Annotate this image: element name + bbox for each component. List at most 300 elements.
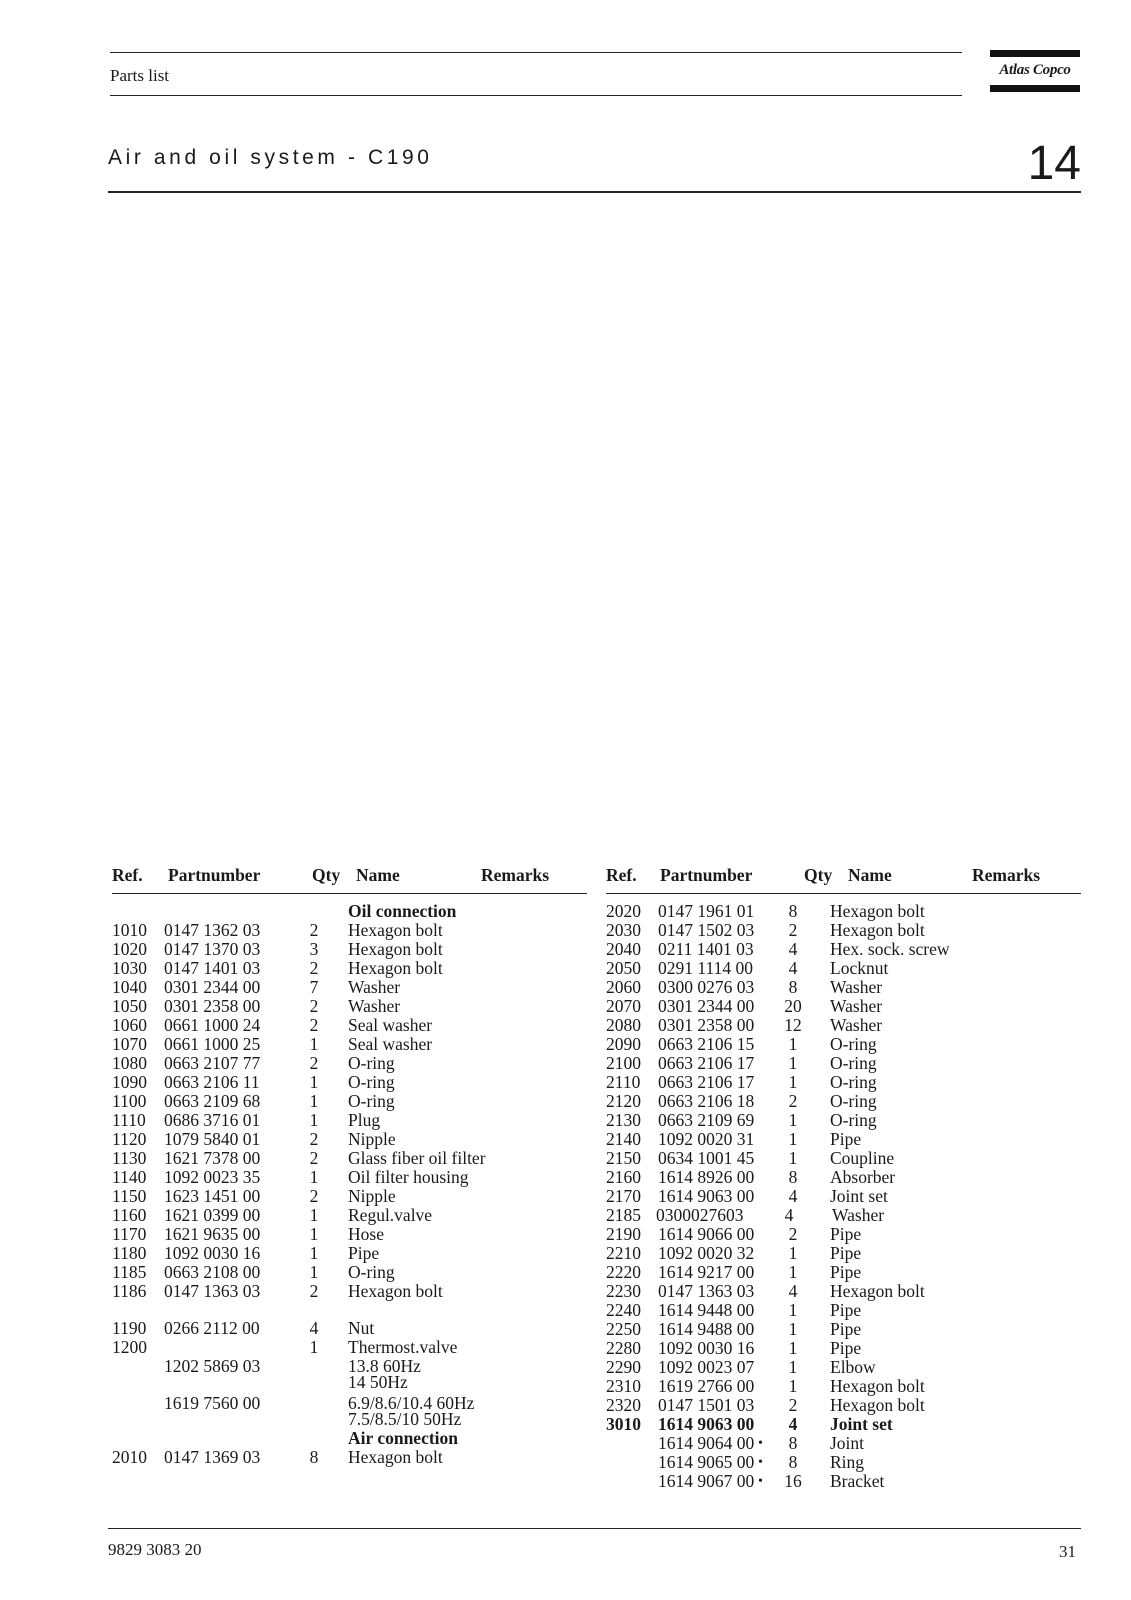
qty-cell: 2	[788, 1224, 798, 1244]
qty-cell: 4	[788, 1281, 798, 1301]
table-row	[112, 1168, 587, 1187]
bullet-mark: •	[758, 1474, 763, 1489]
table-row	[112, 1282, 587, 1301]
ref-cell: 2020	[606, 901, 641, 921]
part-number-cell: 0147 1502 03	[658, 920, 755, 940]
name-cell: Washer	[348, 996, 401, 1016]
atlas-copco-logo	[990, 50, 1080, 92]
table-header	[112, 866, 587, 888]
part-number-cell: 0147 1362 03	[164, 920, 261, 940]
ref-cell: 2220	[606, 1262, 641, 1282]
ref-cell: 2230	[606, 1281, 641, 1301]
qty-cell: 1	[309, 1243, 319, 1263]
table-row	[112, 1092, 587, 1111]
name-cell: Pipe	[830, 1243, 862, 1263]
table-header-rule	[606, 893, 1081, 894]
section-rule	[108, 191, 1081, 193]
table-row	[112, 1448, 587, 1467]
col-remarks: Remarks	[481, 865, 550, 885]
part-number-cell: 0661 1000 24	[164, 1015, 261, 1035]
qty-cell: 1	[788, 1110, 798, 1130]
table-row	[112, 1338, 587, 1357]
name-cell: Locknut	[830, 958, 889, 978]
part-number-cell: 1614 9488 00	[658, 1319, 755, 1339]
part-number-cell: 1092 0023 07	[658, 1357, 755, 1377]
qty-cell: 1	[788, 1243, 798, 1263]
qty-cell: 2	[309, 1186, 319, 1206]
ref-cell: 2110	[606, 1072, 641, 1092]
ref-cell: 1100	[112, 1091, 147, 1111]
name-cell: Hexagon bolt	[348, 920, 443, 940]
qty-cell: 1	[788, 1262, 798, 1282]
part-number-cell: 0663 2106 15	[658, 1034, 755, 1054]
qty-cell: 2	[788, 920, 798, 940]
table-row	[112, 1263, 587, 1282]
qty-cell: 8	[788, 977, 798, 997]
table-row	[112, 921, 587, 940]
col-remarks: Remarks	[972, 865, 1041, 885]
name-cell: Joint	[830, 1433, 865, 1453]
name-cell: Hex. sock. screw	[830, 939, 950, 959]
table-row	[606, 1434, 1081, 1453]
table-row	[112, 1016, 587, 1035]
qty-cell: 2	[309, 1148, 319, 1168]
table-row	[606, 1149, 1081, 1168]
ref-cell: 2150	[606, 1148, 641, 1168]
part-number-cell: 1202 5869 03	[164, 1356, 261, 1376]
qty-cell: 8	[309, 1447, 319, 1467]
table-row	[606, 1320, 1081, 1339]
qty-cell: 1	[309, 1224, 319, 1244]
footer-rule	[108, 1528, 1081, 1529]
ref-cell: 2130	[606, 1110, 641, 1130]
ref-cell: 2320	[606, 1395, 641, 1415]
name-cell: Oil filter housing	[348, 1167, 469, 1187]
table-row	[606, 1282, 1081, 1301]
table-row	[606, 1187, 1081, 1206]
name-cell: Joint set	[830, 1186, 888, 1206]
table-row	[112, 1225, 587, 1244]
ref-cell: 1010	[112, 920, 147, 940]
part-number-cell: 1619 2766 00	[658, 1376, 755, 1396]
header-top-rule	[110, 52, 962, 53]
qty-cell: 1	[788, 1357, 798, 1377]
footer-page-number: 31	[1059, 1542, 1076, 1561]
name-cell: 13.8 60Hz	[348, 1356, 421, 1376]
name-cell: Bracket	[830, 1471, 885, 1491]
part-number-cell: 1092 0023 35	[164, 1167, 261, 1187]
name-cell: Air connection	[348, 1428, 459, 1448]
part-number-cell: 1092 0020 32	[658, 1243, 755, 1263]
part-number-cell: 0301 2344 00	[164, 977, 261, 997]
table-row	[606, 1377, 1081, 1396]
qty-cell: 1	[309, 1262, 319, 1282]
ref-cell: 2280	[606, 1338, 641, 1358]
table-row	[112, 978, 587, 997]
part-number-cell: 1092 0030 16	[164, 1243, 261, 1263]
name-cell: Hexagon bolt	[830, 1395, 925, 1415]
name-cell: O-ring	[348, 1072, 395, 1092]
qty-cell: 1	[788, 1053, 798, 1073]
name-cell: Hexagon bolt	[830, 920, 925, 940]
table-row	[112, 1149, 587, 1168]
part-number-cell: 1621 0399 00	[164, 1205, 261, 1225]
qty-cell: 2	[309, 996, 319, 1016]
part-number-cell: 0634 1001 45	[658, 1148, 755, 1168]
name-cell: Pipe	[830, 1338, 862, 1358]
ref-cell: 2040	[606, 939, 641, 959]
name-cell: O-ring	[830, 1091, 877, 1111]
qty-cell: 4	[784, 1205, 794, 1225]
qty-cell: 12	[784, 1015, 802, 1035]
qty-cell: 1	[309, 1072, 319, 1092]
col-name: Name	[356, 865, 400, 885]
part-number-cell: 0663 2106 17	[658, 1053, 755, 1073]
table-row	[606, 1054, 1081, 1073]
qty-cell: 2	[788, 1395, 798, 1415]
table-row	[112, 1130, 587, 1149]
qty-cell: 8	[788, 1452, 798, 1472]
qty-cell: 16	[784, 1471, 802, 1491]
part-number-cell: 1623 1451 00	[164, 1186, 261, 1206]
ref-cell: 1130	[112, 1148, 147, 1168]
qty-cell: 20	[784, 996, 802, 1016]
table-row	[112, 902, 587, 921]
qty-cell: 1	[309, 1337, 319, 1357]
ref-cell: 1170	[112, 1224, 147, 1244]
table-row	[112, 940, 587, 959]
part-number-cell: 1614 9063 00	[658, 1414, 755, 1434]
table-row	[606, 997, 1081, 1016]
logo-text: Atlas Copco	[999, 62, 1071, 78]
part-number-cell: 0663 2109 68	[164, 1091, 261, 1111]
table-row	[112, 1244, 587, 1263]
ref-cell: 1060	[112, 1015, 147, 1035]
name-cell: Hose	[348, 1224, 384, 1244]
part-number-cell: 1614 9064 00	[658, 1433, 755, 1453]
ref-cell: 2060	[606, 977, 641, 997]
qty-cell: 1	[788, 1300, 798, 1320]
table-row	[606, 1339, 1081, 1358]
ref-cell: 1180	[112, 1243, 147, 1263]
ref-cell: 2310	[606, 1376, 641, 1396]
ref-cell: 2190	[606, 1224, 641, 1244]
ref-cell: 2090	[606, 1034, 641, 1054]
qty-cell: 7	[309, 977, 319, 997]
ref-cell: 1120	[112, 1129, 147, 1149]
qty-cell: 2	[788, 1091, 798, 1111]
qty-cell: 1	[788, 1034, 798, 1054]
qty-cell: 1	[788, 1072, 798, 1092]
name-cell: Seal washer	[348, 1015, 433, 1035]
table-row	[112, 1429, 587, 1448]
qty-cell: 4	[788, 958, 798, 978]
name-cell: Washer	[830, 1015, 883, 1035]
table-header	[606, 866, 1081, 888]
table-row	[606, 1301, 1081, 1320]
ref-cell: 1040	[112, 977, 147, 997]
part-number-cell: 0663 2106 17	[658, 1072, 755, 1092]
qty-cell: 1	[788, 1376, 798, 1396]
part-number-cell: 1614 9067 00	[658, 1471, 755, 1491]
name-cell: Regul.valve	[348, 1205, 433, 1225]
table-row	[606, 1092, 1081, 1111]
table-row	[606, 940, 1081, 959]
ref-cell: 3010	[606, 1414, 641, 1434]
qty-cell: 1	[309, 1205, 319, 1225]
part-number-cell: 0686 3716 01	[164, 1110, 261, 1130]
table-row	[606, 1035, 1081, 1054]
col-part-number: Partnumber	[168, 865, 261, 885]
part-number-cell: 0301 2358 00	[658, 1015, 755, 1035]
bullet-mark: •	[758, 1455, 763, 1470]
name-cell: Hexagon bolt	[348, 1447, 443, 1467]
table-row	[112, 1111, 587, 1130]
qty-cell: 2	[309, 958, 319, 978]
ref-cell: 1160	[112, 1205, 147, 1225]
ref-cell: 1020	[112, 939, 147, 959]
name-cell: Pipe	[830, 1319, 862, 1339]
qty-cell: 4	[788, 1186, 798, 1206]
part-number-cell: 0663 2109 69	[658, 1110, 755, 1130]
name-cell: O-ring	[830, 1072, 877, 1092]
qty-cell: 1	[309, 1034, 319, 1054]
table-row	[606, 902, 1081, 921]
ref-cell: 1070	[112, 1034, 147, 1054]
name-cell: Absorber	[830, 1167, 896, 1187]
table-row	[606, 1244, 1081, 1263]
qty-cell: 1	[309, 1110, 319, 1130]
ref-cell: 1150	[112, 1186, 147, 1206]
part-number-cell: 0266 2112 00	[164, 1318, 260, 1338]
name-cell: Washer	[832, 1205, 885, 1225]
qty-cell: 1	[309, 1091, 319, 1111]
part-number-cell: 0147 1363 03	[164, 1281, 261, 1301]
qty-cell: 1	[788, 1338, 798, 1358]
part-number-cell: 0663 2106 18	[658, 1091, 755, 1111]
name-cell: Oil connection	[348, 901, 457, 921]
name-cell: Washer	[830, 996, 883, 1016]
table-row	[606, 1415, 1081, 1434]
section-number: 14	[1027, 137, 1081, 190]
qty-cell: 4	[788, 939, 798, 959]
name-cell: Washer	[830, 977, 883, 997]
table-row	[606, 959, 1081, 978]
qty-cell: 8	[788, 1433, 798, 1453]
col-ref: Ref.	[606, 865, 637, 885]
part-number-cell: 1614 9065 00	[658, 1452, 755, 1472]
table-row	[112, 1054, 587, 1073]
part-number-cell: 0291 1114 00	[658, 958, 753, 978]
col-qty: Qty	[804, 865, 833, 885]
bullet-mark: •	[758, 1436, 763, 1451]
parts-table-right	[606, 866, 1081, 1506]
part-number-cell: 0663 2107 77	[164, 1053, 261, 1073]
ref-cell: 2240	[606, 1300, 641, 1320]
name-cell: Nipple	[348, 1129, 396, 1149]
ref-cell: 1186	[112, 1281, 147, 1301]
table-row	[112, 1410, 587, 1429]
name-cell: Hexagon bolt	[348, 939, 443, 959]
part-number-cell: 0300027603	[656, 1205, 744, 1225]
header-bottom-rule	[110, 95, 962, 96]
table-row	[112, 1187, 587, 1206]
name-cell: Pipe	[830, 1224, 862, 1244]
col-qty: Qty	[312, 865, 341, 885]
table-row	[606, 921, 1081, 940]
qty-cell: 1	[309, 1167, 319, 1187]
ref-cell: 2120	[606, 1091, 641, 1111]
part-number-cell: 1614 9066 00	[658, 1224, 755, 1244]
part-number-cell: 0147 1369 03	[164, 1447, 261, 1467]
qty-cell: 2	[309, 920, 319, 940]
table-row	[606, 1396, 1081, 1415]
name-cell: Thermost.valve	[348, 1337, 458, 1357]
ref-cell: 2290	[606, 1357, 641, 1377]
name-cell: Plug	[348, 1110, 381, 1130]
ref-cell: 2250	[606, 1319, 641, 1339]
qty-cell: 1	[788, 1148, 798, 1168]
name-cell: Hexagon bolt	[348, 1281, 443, 1301]
part-number-cell: 1614 9217 00	[658, 1262, 755, 1282]
ref-cell: 1080	[112, 1053, 147, 1073]
name-cell: O-ring	[830, 1053, 877, 1073]
name-cell: Nut	[348, 1318, 375, 1338]
ref-cell: 2070	[606, 996, 641, 1016]
ref-cell: 2030	[606, 920, 641, 940]
part-number-cell: 0301 2344 00	[658, 996, 755, 1016]
name-cell: Hexagon bolt	[830, 901, 925, 921]
qty-cell: 4	[309, 1318, 319, 1338]
part-number-cell: 0147 1370 03	[164, 939, 261, 959]
name-cell: Ring	[830, 1452, 865, 1472]
ref-cell: 2100	[606, 1053, 641, 1073]
part-number-cell: 0301 2358 00	[164, 996, 261, 1016]
part-number-cell: 1614 9063 00	[658, 1186, 755, 1206]
table-row	[606, 1111, 1081, 1130]
name-cell: Pipe	[830, 1262, 862, 1282]
name-cell: O-ring	[830, 1110, 877, 1130]
ref-cell: 1110	[112, 1110, 146, 1130]
qty-cell: 8	[788, 1167, 798, 1187]
name-cell: Elbow	[830, 1357, 876, 1377]
part-number-cell: 0661 1000 25	[164, 1034, 261, 1054]
part-number-cell: 1092 0030 16	[658, 1338, 755, 1358]
ref-cell: 2080	[606, 1015, 641, 1035]
name-cell: Nipple	[348, 1186, 396, 1206]
table-row	[606, 1472, 1081, 1491]
col-ref: Ref.	[112, 865, 143, 885]
ref-cell: 1190	[112, 1318, 147, 1338]
name-cell: 7.5/8.5/10 50Hz	[348, 1409, 462, 1429]
table-row	[112, 1206, 587, 1225]
part-number-cell: 1619 7560 00	[164, 1393, 261, 1413]
name-cell: Hexagon bolt	[348, 958, 443, 978]
qty-cell: 2	[309, 1053, 319, 1073]
col-name: Name	[848, 865, 892, 885]
name-cell: O-ring	[348, 1262, 395, 1282]
name-cell: Pipe	[830, 1300, 862, 1320]
part-number-cell: 1079 5840 01	[164, 1129, 261, 1149]
part-number-cell: 0147 1501 03	[658, 1395, 755, 1415]
name-cell: 6.9/8.6/10.4 60Hz	[348, 1393, 475, 1413]
header-label: Parts list	[110, 66, 170, 85]
ref-cell: 1030	[112, 958, 147, 978]
table-row	[606, 1358, 1081, 1377]
part-number-cell: 0147 1401 03	[164, 958, 261, 978]
table-row	[606, 1225, 1081, 1244]
ref-cell: 2050	[606, 958, 641, 978]
footer-document-number: 9829 3083 20	[108, 1540, 202, 1559]
qty-cell: 2	[309, 1281, 319, 1301]
part-number-cell: 0147 1363 03	[658, 1281, 755, 1301]
ref-cell: 1140	[112, 1167, 147, 1187]
table-row	[112, 1319, 587, 1338]
qty-cell: 4	[788, 1414, 798, 1434]
col-part-number: Partnumber	[660, 865, 753, 885]
ref-cell: 2140	[606, 1129, 641, 1149]
table-row	[112, 959, 587, 978]
ref-cell: 2210	[606, 1243, 641, 1263]
qty-cell: 1	[788, 1319, 798, 1339]
qty-cell: 2	[309, 1129, 319, 1149]
name-cell: Glass fiber oil filter	[348, 1148, 486, 1168]
table-row	[112, 1373, 587, 1392]
parts-table-left	[112, 866, 587, 1506]
name-cell: O-ring	[348, 1053, 395, 1073]
part-number-cell: 0211 1401 03	[658, 939, 754, 959]
qty-cell: 2	[309, 1015, 319, 1035]
qty-cell: 8	[788, 901, 798, 921]
table-row	[606, 1168, 1081, 1187]
ref-cell: 2185	[606, 1205, 641, 1225]
qty-cell: 3	[309, 939, 319, 959]
ref-cell: 2010	[112, 1447, 147, 1467]
table-row	[606, 1016, 1081, 1035]
part-number-cell: 1614 9448 00	[658, 1300, 755, 1320]
ref-cell: 1090	[112, 1072, 147, 1092]
section-title: Air and oil system - C190	[108, 146, 433, 169]
ref-cell: 1185	[112, 1262, 147, 1282]
part-number-cell: 0663 2108 00	[164, 1262, 261, 1282]
ref-cell: 1200	[112, 1337, 147, 1357]
ref-cell: 2160	[606, 1167, 641, 1187]
part-number-cell: 1092 0020 31	[658, 1129, 755, 1149]
ref-cell: 1050	[112, 996, 147, 1016]
table-row	[606, 1073, 1081, 1092]
table-row	[606, 1130, 1081, 1149]
part-number-cell: 1621 9635 00	[164, 1224, 261, 1244]
name-cell: O-ring	[830, 1034, 877, 1054]
name-cell: Coupline	[830, 1148, 895, 1168]
part-number-cell: 0300 0276 03	[658, 977, 755, 997]
name-cell: Seal washer	[348, 1034, 433, 1054]
qty-cell: 1	[788, 1129, 798, 1149]
name-cell: Hexagon bolt	[830, 1376, 925, 1396]
name-cell: Joint set	[830, 1414, 893, 1434]
table-row	[112, 1073, 587, 1092]
part-number-cell: 1614 8926 00	[658, 1167, 755, 1187]
table-header-rule	[112, 893, 587, 894]
table-row	[112, 1035, 587, 1054]
name-cell: Hexagon bolt	[830, 1281, 925, 1301]
part-number-cell: 0663 2106 11	[164, 1072, 260, 1092]
table-row	[112, 997, 587, 1016]
name-cell: 14 50Hz	[348, 1372, 408, 1392]
name-cell: Washer	[348, 977, 401, 997]
ref-cell: 2170	[606, 1186, 641, 1206]
part-number-cell: 0147 1961 01	[658, 901, 755, 921]
